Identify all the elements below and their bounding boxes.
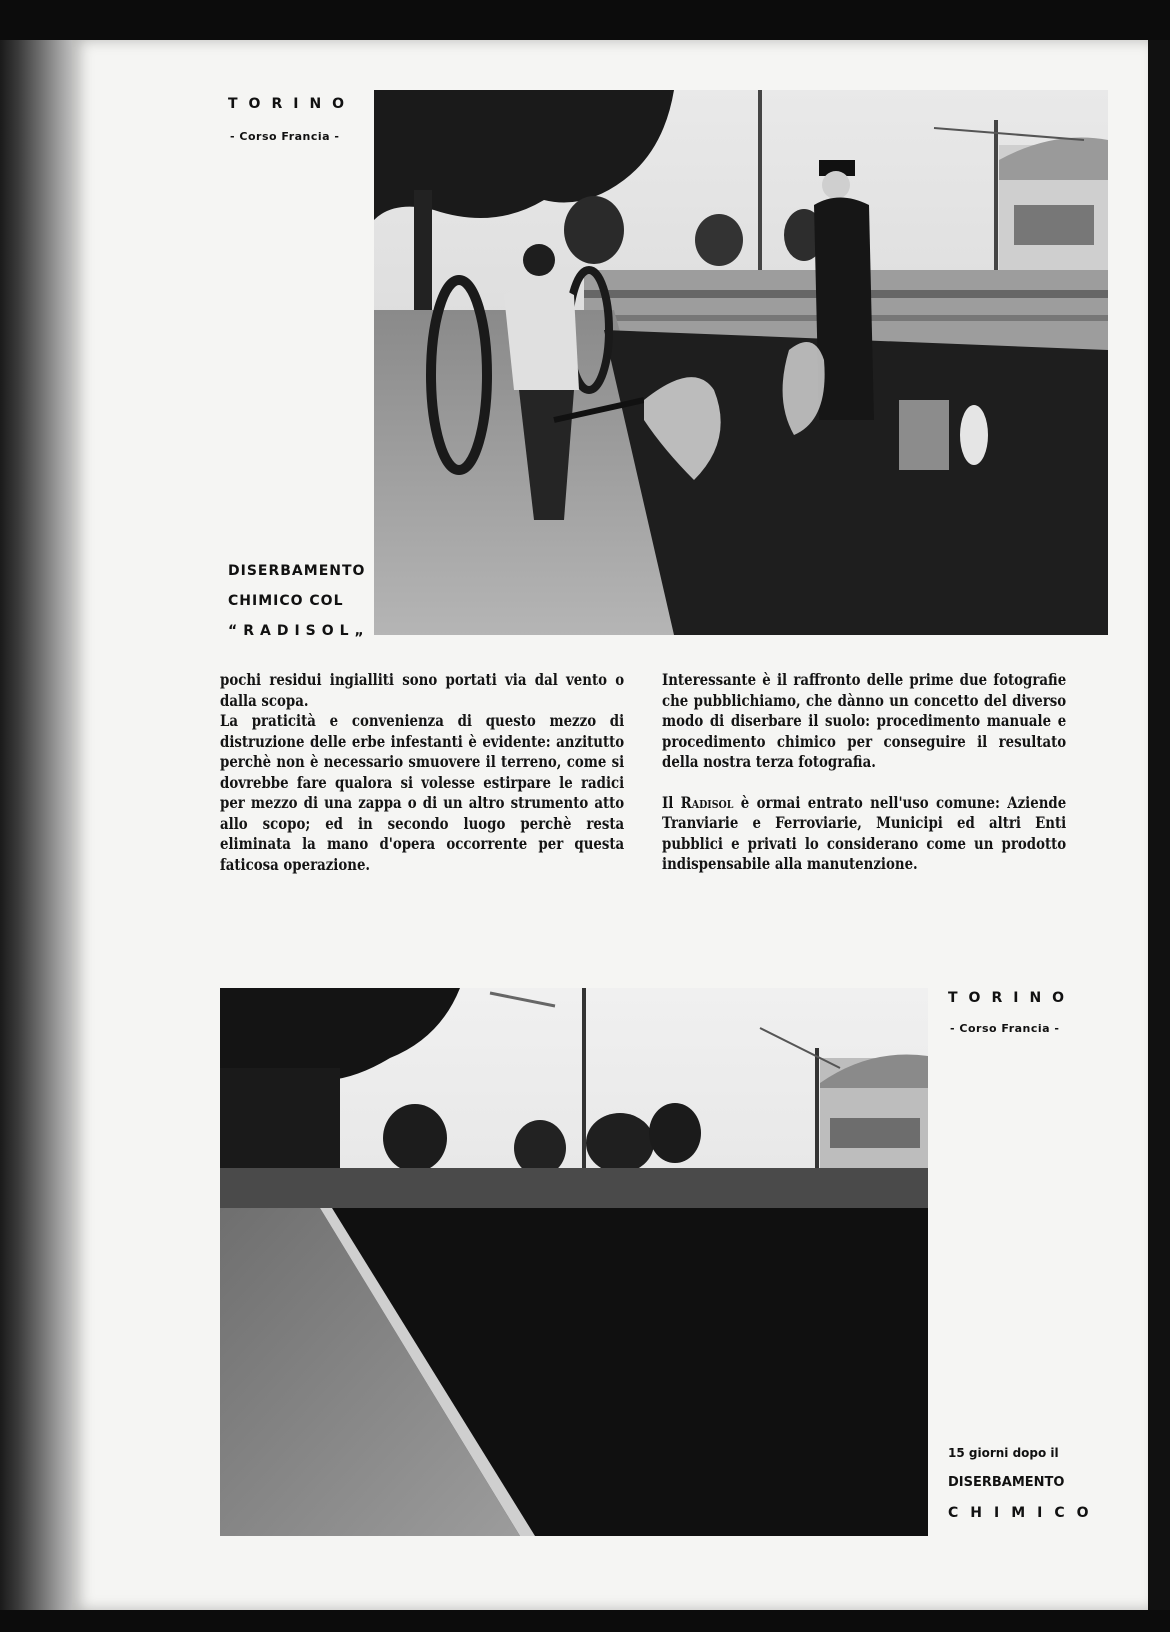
bottom-caption-title-line1: 15 giorni dopo il <box>948 1446 1059 1460</box>
top-caption-street: - Corso Francia - <box>230 130 340 143</box>
paragraph-prefix: Il <box>662 792 681 812</box>
article-left-column <box>220 670 624 875</box>
top-caption-title-line1: DISERBAMENTO <box>228 563 366 579</box>
top-caption-title <box>228 556 370 646</box>
magazine-page <box>72 40 1148 1610</box>
top-caption-title-line2: CHIMICO COL <box>228 593 344 609</box>
paragraph-rest: è ormai entrato nell'uso comune: Aziende Tranviarie e Ferroviarie, Municipi ed altri Enti pubblici e privati lo considerano come un prodotto indispensabile alla manutenzione. <box>662 792 1067 873</box>
bottom-caption-title <box>948 1438 1101 1528</box>
scan-border-right <box>1148 40 1170 1632</box>
paragraph-gap <box>662 773 1066 793</box>
photo-workers-spraying <box>374 90 1108 635</box>
scan-border-top <box>0 0 1170 40</box>
bottom-caption-city: TORINO <box>948 990 1076 1006</box>
article-left-paragraph-2: La praticità e convenienza di questo mezzo di distruzione delle erbe infestanti è evidente: anzitutto perchè non è necessario smuovere il terreno, come si dovrebbe fare qualora si volesse estirpare le radici per mezzo di una zappa o di un altro strumento atto allo scopo; ed in secondo luogo perchè resta eliminata la mano d'opera occorrente per questa faticosa operazione. <box>220 711 625 874</box>
scan-border-bottom <box>0 1610 1170 1632</box>
top-caption-city: TORINO <box>228 96 356 112</box>
photo-cleared-street-image <box>220 988 928 1536</box>
bottom-caption-street: - Corso Francia - <box>950 1022 1060 1035</box>
brand-name: Radisol <box>680 792 734 812</box>
top-caption-title-line3: “RADISOL„ <box>228 623 370 639</box>
article-right-paragraph-2 <box>662 793 1066 875</box>
bottom-caption-title-line2: DISERBAMENTO <box>948 1475 1065 1490</box>
photo-workers-spraying-image <box>374 90 1108 635</box>
article-right-column <box>662 670 1066 875</box>
article-right-paragraph-1: Interessante è il raffronto delle prime due fotografie che pubblichiamo, che dànno un concetto del diverso modo di diserbare il suolo: procedimento manuale e procedimento chimico per conseguire il resultato della nostra terza fotografia. <box>662 670 1067 771</box>
article-left-paragraph-1: pochi residui ingialliti sono portati via dal vento o dalla scopa. <box>220 670 625 710</box>
bottom-caption-title-line3: CHIMICO <box>948 1505 1101 1521</box>
book-spine <box>0 40 72 1610</box>
photo-cleared-street <box>220 988 928 1536</box>
